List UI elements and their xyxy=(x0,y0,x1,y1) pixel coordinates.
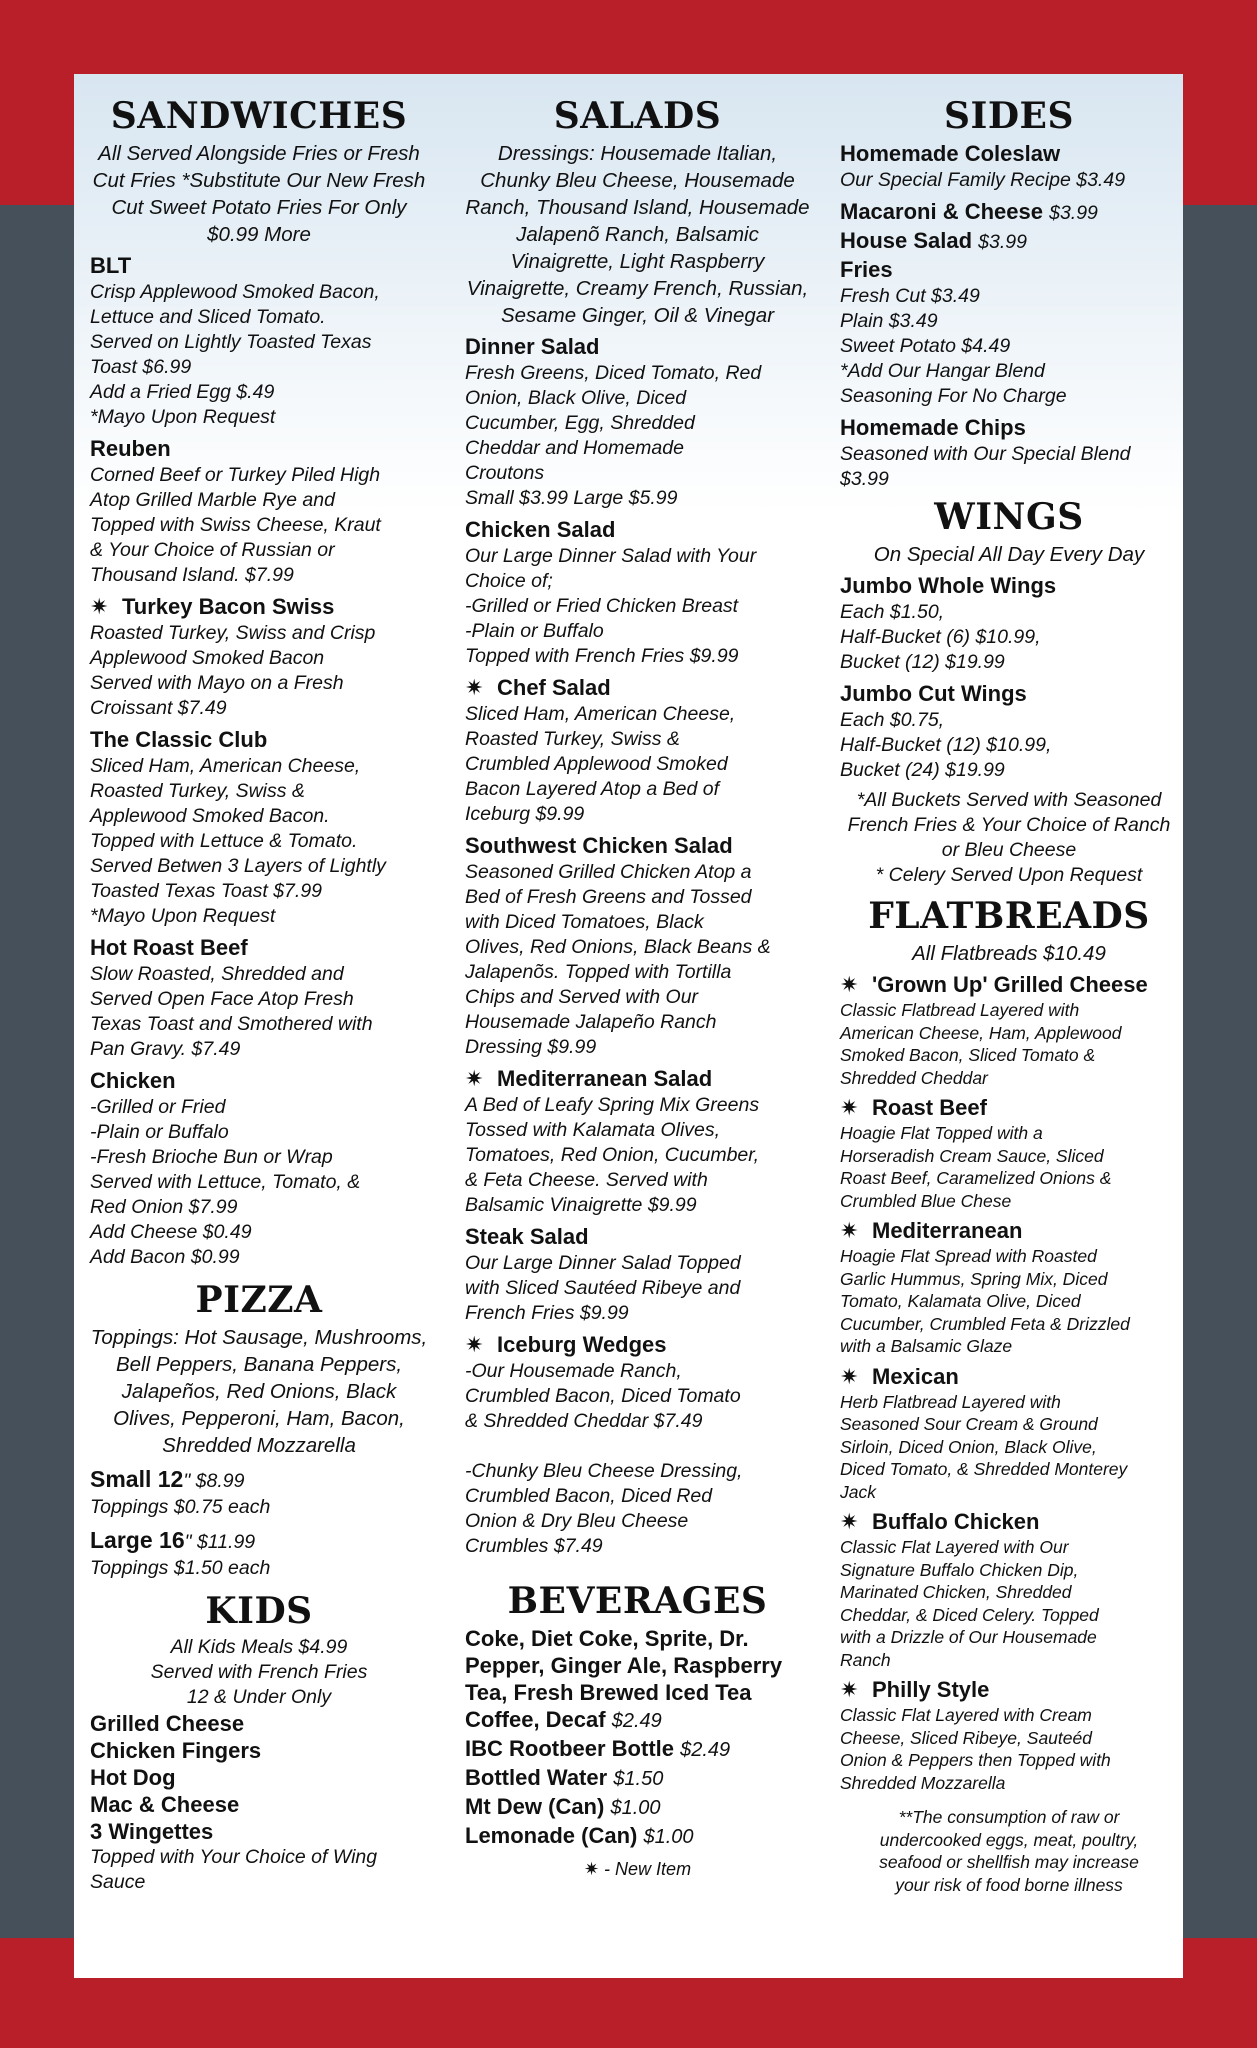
new-item-star-icon: ✷ xyxy=(840,972,859,997)
menu-item-house-salad xyxy=(840,227,1178,256)
pizza-large xyxy=(90,1526,428,1556)
item-name: Roast Beef xyxy=(872,1095,987,1120)
pizza-small-price: " $8.99 xyxy=(183,1470,245,1492)
menu-item-mediterranean-salad xyxy=(465,1065,810,1218)
item-desc: Hoagie Flat Topped with a Horseradish Cream Sauce, Sliced Roast Beef, Caramelized Onions & Crumbled Blue Chese xyxy=(840,1123,1112,1211)
menu-item-southwest-chicken-salad xyxy=(465,832,810,1060)
wings-note: *All Buckets Served with Seasoned French Fries & Your Choice of Ranch or Bleu Cheese * Celery Served Upon Request xyxy=(847,789,1171,886)
menu-item-chef-salad xyxy=(465,674,810,827)
beverage-name: IBC Rootbeer Bottle xyxy=(465,1736,674,1761)
item-desc: Hoagie Flat Spread with Roasted Garlic Hummus, Spring Mix, Diced Tomato, Kalamata Olive, Diced Cucumber, Crumbled Feta & Drizzled with a Balsamic Glaze xyxy=(840,1246,1130,1356)
item-name: Iceburg Wedges xyxy=(497,1332,667,1357)
food-safety-disclaimer: **The consumption of raw or undercooked eggs, meat, poultry, seafood or shellfish may increase your risk of food borne illness xyxy=(879,1807,1139,1895)
item-name: Turkey Bacon Swiss xyxy=(122,594,335,619)
menu-item-chicken-salad xyxy=(465,516,810,669)
menu-panel xyxy=(74,74,1183,1978)
legend-text: - New Item xyxy=(604,1859,692,1879)
item-name: Fries xyxy=(840,257,893,282)
menu-item-steak-salad xyxy=(465,1223,810,1326)
kids-item: Hot Dog xyxy=(90,1765,176,1790)
item-name: Buffalo Chicken xyxy=(872,1509,1040,1534)
pizza-large-price: " $11.99 xyxy=(184,1531,256,1553)
kids-item: 3 Wingettes xyxy=(90,1819,214,1844)
menu-item-roast-beef-flatbread xyxy=(840,1094,1178,1212)
menu-item-classic-club xyxy=(90,726,428,929)
menu-item-chicken xyxy=(90,1067,428,1270)
pizza-small-toppings: Toppings $0.75 each xyxy=(90,1496,271,1518)
item-name: Steak Salad xyxy=(465,1224,589,1249)
item-name: Chicken xyxy=(90,1068,176,1093)
menu-item-dinner-salad xyxy=(465,333,810,511)
new-item-star-icon: ✷ xyxy=(840,1363,859,1389)
item-desc: Fresh Cut $3.49 Plain $3.49 Sweet Potato $4.49 *Add Our Hangar Blend Seasoning For No Charge xyxy=(840,285,1067,407)
menu-item-whole-wings xyxy=(840,572,1178,675)
flatbreads-intro: All Flatbreads $10.49 xyxy=(912,942,1106,965)
item-desc: Sliced Ham, American Cheese, Roasted Turkey, Swiss & Crumbled Applewood Smoked Bacon Layered Atop a Bed of Iceburg $9.99 xyxy=(465,703,736,825)
salads-heading: SALADS xyxy=(553,95,722,137)
beverage-price: $1.00 xyxy=(610,1797,661,1819)
kids-footer: Topped with Your Choice of Wing Sauce xyxy=(90,1846,378,1893)
menu-item-mediterranean-flatbread xyxy=(840,1217,1178,1358)
menu-item-blt xyxy=(90,252,428,430)
item-name: Philly Style xyxy=(872,1677,990,1702)
kids-item: Chicken Fingers xyxy=(90,1738,262,1763)
item-desc: Corned Beef or Turkey Piled High Atop Grilled Marble Rye and Topped with Swiss Cheese, Kraut & Your Choice of Russian or Thousand Island. $7.99 xyxy=(90,464,381,586)
item-name: 'Grown Up' Grilled Cheese xyxy=(872,972,1148,997)
item-name: Homemade Coleslaw xyxy=(840,141,1061,166)
pizza-small xyxy=(90,1465,428,1495)
new-item-star-icon: ✷ xyxy=(840,1218,859,1243)
item-desc: Classic Flatbread Layered with American Cheese, Ham, Applewood Smoked Bacon, Sliced Tomato & Shredded Cheddar xyxy=(840,1000,1122,1088)
item-name: The Classic Club xyxy=(90,727,268,752)
item-name: Mediterranean Salad xyxy=(497,1066,713,1091)
item-price: $3.99 xyxy=(1049,202,1098,224)
menu-item-iceburg-wedges xyxy=(465,1331,810,1559)
item-desc: A Bed of Leafy Spring Mix Greens Tossed with Kalamata Olives, Tomatoes, Red Onion, Cucumber, & Feta Cheese. Served with Balsamic Vinaigrette $9.99 xyxy=(465,1094,760,1216)
new-item-star-icon: ✷ xyxy=(465,1332,484,1357)
item-desc: Fresh Greens, Diced Tomato, Red Onion, Black Olive, Diced Cucumber, Egg, Shredded Cheddar and Homemade Croutons Small $3.99 Large $5.99 xyxy=(465,362,762,509)
flatbreads-heading: FLATBREADS xyxy=(868,895,1150,937)
new-item-star-icon: ✷ xyxy=(840,1677,859,1702)
item-desc: -Grilled or Fried -Plain or Buffalo -Fresh Brioche Bun or Wrap Served with Lettuce, Tomato, & Red Onion $7.99 Add Cheese $0.49 Add Bacon $0.99 xyxy=(90,1096,361,1268)
item-name: Mediterranean xyxy=(872,1218,1023,1243)
item-desc: Each $1.50, Half-Bucket (6) $10.99, Bucket (12) $19.99 xyxy=(840,601,1041,673)
item-desc: Roasted Turkey, Swiss and Crisp Applewood Smoked Bacon Served with Mayo on a Fresh Croissant $7.49 xyxy=(90,622,376,719)
pizza-large-toppings: Toppings $1.50 each xyxy=(90,1557,271,1579)
item-desc: Our Large Dinner Salad Topped with Sliced Sautéed Ribeye and French Fries $9.99 xyxy=(465,1252,741,1324)
item-name: Mexican xyxy=(872,1363,959,1389)
item-desc: Herb Flatbread Layered with Seasoned Sour Cream & Ground Sirloin, Diced Onion, Black Olive, Diced Tomato, & Shredded Monterey Jack xyxy=(840,1391,1128,1502)
menu-item-cut-wings xyxy=(840,680,1178,783)
item-desc: Our Large Dinner Salad with Your Choice of; -Grilled or Fried Chicken Breast -Plain or Buffalo Topped with French Fries $9.99 xyxy=(465,545,757,667)
kids-intro: All Kids Meals $4.99 Served with French Fries 12 & Under Only xyxy=(150,1636,368,1708)
salads-dressings: Dressings: Housemade Italian, Chunky Bleu Cheese, Housemade Ranch, Thousand Island, Housemade Jalapenõ Ranch, Balsamic Vinaigrette, Light Raspberry Vinaigrette, Creamy French, Russian, Sesame Ginger, Oil & Vinegar xyxy=(465,142,810,327)
item-desc: Our Special Family Recipe $3.49 xyxy=(840,169,1126,191)
item-desc: Sliced Ham, American Cheese, Roasted Turkey, Swiss & Applewood Smoked Bacon. Topped with Lettuce & Tomato. Served Betwen 3 Layers of Lightly Toasted Texas Toast $7.99 *Mayo Upon Request xyxy=(90,755,386,927)
new-item-star-icon: ✷ xyxy=(840,1095,859,1120)
menu-item-buffalo-chicken-flatbread xyxy=(840,1508,1178,1671)
item-desc: Slow Roasted, Shredded and Served Open Face Atop Fresh Texas Toast and Smothered with Pan Gravy. $7.49 xyxy=(90,963,373,1060)
pizza-large-label: Large 16 xyxy=(90,1527,185,1553)
sides-heading: SIDES xyxy=(944,95,1074,137)
menu-item-turkey-bacon-swiss xyxy=(90,593,428,721)
pizza-small-label: Small 12 xyxy=(90,1466,184,1492)
beverage-name: Lemonade (Can) xyxy=(465,1823,638,1848)
new-item-star-icon: ✷ xyxy=(840,1509,859,1534)
item-desc: Each $0.75, Half-Bucket (12) $10.99, Bucket (24) $19.99 xyxy=(840,709,1052,781)
item-name: Dinner Salad xyxy=(465,334,600,359)
item-desc: Seasoned Grilled Chicken Atop a Bed of Fresh Greens and Tossed with Diced Tomatoes, Black Olives, Red Onions, Black Beans & Jalapenõs. Topped with Tortilla Chips and Served with Our Housemade Jalapeño Ranch Dressing $9.99 xyxy=(465,861,771,1058)
pizza-toppings: Toppings: Hot Sausage, Mushrooms, Bell Peppers, Banana Peppers, Jalapeños, Red Onions, Black Olives, Pepperoni, Ham, Bacon, Shredded Mozzarella xyxy=(90,1326,428,1457)
sandwiches-intro: All Served Alongside Fries or Fresh Cut Fries *Substitute Our New Fresh Cut Sweet Potato Fries For Only $0.99 More xyxy=(92,142,426,246)
item-name: Reuben xyxy=(90,436,171,461)
wings-intro: On Special All Day Every Day xyxy=(873,543,1145,566)
beverage-name: Coffee, Decaf xyxy=(465,1707,606,1732)
menu-item-mexican-flatbread xyxy=(840,1363,1178,1504)
new-item-star-icon: ✷ xyxy=(465,1066,484,1091)
menu-item-mac-cheese xyxy=(840,198,1178,227)
beverages-heading: BEVERAGES xyxy=(507,1580,768,1622)
beverage-item xyxy=(465,1764,810,1793)
item-name: Jumbo Cut Wings xyxy=(840,681,1027,706)
new-item-star-icon: ✷ xyxy=(465,675,484,700)
column-left xyxy=(90,96,428,1895)
beverage-item xyxy=(465,1735,810,1764)
item-name: House Salad xyxy=(840,228,973,253)
new-item-star-icon: ✷ xyxy=(90,594,109,619)
beverage-price: $2.49 xyxy=(680,1739,731,1761)
beverages-soft-drinks: Coke, Diet Coke, Sprite, Dr. Pepper, Ginger Ale, Raspberry Tea, Fresh Brewed Iced Tea xyxy=(465,1626,783,1705)
item-price: $3.99 xyxy=(978,231,1027,253)
item-name: BLT xyxy=(90,253,132,278)
wings-heading: WINGS xyxy=(934,496,1084,538)
beverage-price: $2.49 xyxy=(611,1710,662,1732)
beverage-price: $1.00 xyxy=(643,1826,694,1848)
item-name: Homemade Chips xyxy=(840,415,1026,440)
column-right xyxy=(840,96,1178,1896)
menu-item-hot-roast-beef xyxy=(90,934,428,1062)
item-desc: Crisp Applewood Smoked Bacon, Lettuce and Sliced Tomato. Served on Lightly Toasted Texas Toast $6.99 Add a Fried Egg $.49 *Mayo Upon Request xyxy=(90,281,380,428)
pizza-heading: PIZZA xyxy=(195,1279,323,1321)
new-item-legend xyxy=(465,1859,810,1880)
beverage-item xyxy=(465,1706,810,1735)
item-name: Macaroni & Cheese xyxy=(840,199,1043,224)
sandwiches-heading: SANDWICHES xyxy=(110,95,408,137)
menu-item-fries xyxy=(840,256,1178,409)
menu-item-chips xyxy=(840,414,1178,492)
beverage-name: Bottled Water xyxy=(465,1765,608,1790)
menu-item-reuben xyxy=(90,435,428,588)
item-desc: Seasoned with Our Special Blend $3.99 xyxy=(840,443,1131,490)
item-desc: -Our Housemade Ranch, Crumbled Bacon, Diced Tomato & Shredded Cheddar $7.49 -Chunky Bleu Cheese Dressing, Crumbled Bacon, Diced Red Onion & Dry Bleu Cheese Crumbles $7.49 xyxy=(465,1360,743,1557)
item-name: Jumbo Whole Wings xyxy=(840,573,1057,598)
item-name: Chef Salad xyxy=(497,675,611,700)
beverage-item xyxy=(465,1793,810,1822)
beverage-name: Mt Dew (Can) xyxy=(465,1794,605,1819)
item-name: Southwest Chicken Salad xyxy=(465,833,733,858)
item-desc: Classic Flat Layered with Our Signature Buffalo Chicken Dip, Marinated Chicken, Shredded Cheddar, & Diced Celery. Topped with a Drizzle of Our Housemade Ranch xyxy=(840,1537,1099,1670)
kids-item: Grilled Cheese xyxy=(90,1711,245,1736)
item-desc: Classic Flat Layered with Cream Cheese, Sliced Ribeye, Sauteéd Onion & Peppers then Topped with Shredded Mozzarella xyxy=(840,1705,1111,1793)
column-middle xyxy=(465,96,810,1880)
menu-item-coleslaw xyxy=(840,140,1178,193)
new-item-star-icon: ✷ xyxy=(583,1859,600,1879)
beverage-item xyxy=(465,1822,810,1851)
item-name: Chicken Salad xyxy=(465,517,616,542)
item-name: Hot Roast Beef xyxy=(90,935,248,960)
kids-item: Mac & Cheese xyxy=(90,1792,240,1817)
kids-heading: KIDS xyxy=(205,1590,313,1632)
menu-item-philly-style-flatbread xyxy=(840,1676,1178,1794)
menu-item-grown-up-grilled-cheese xyxy=(840,971,1178,1089)
beverage-price: $1.50 xyxy=(613,1768,664,1790)
